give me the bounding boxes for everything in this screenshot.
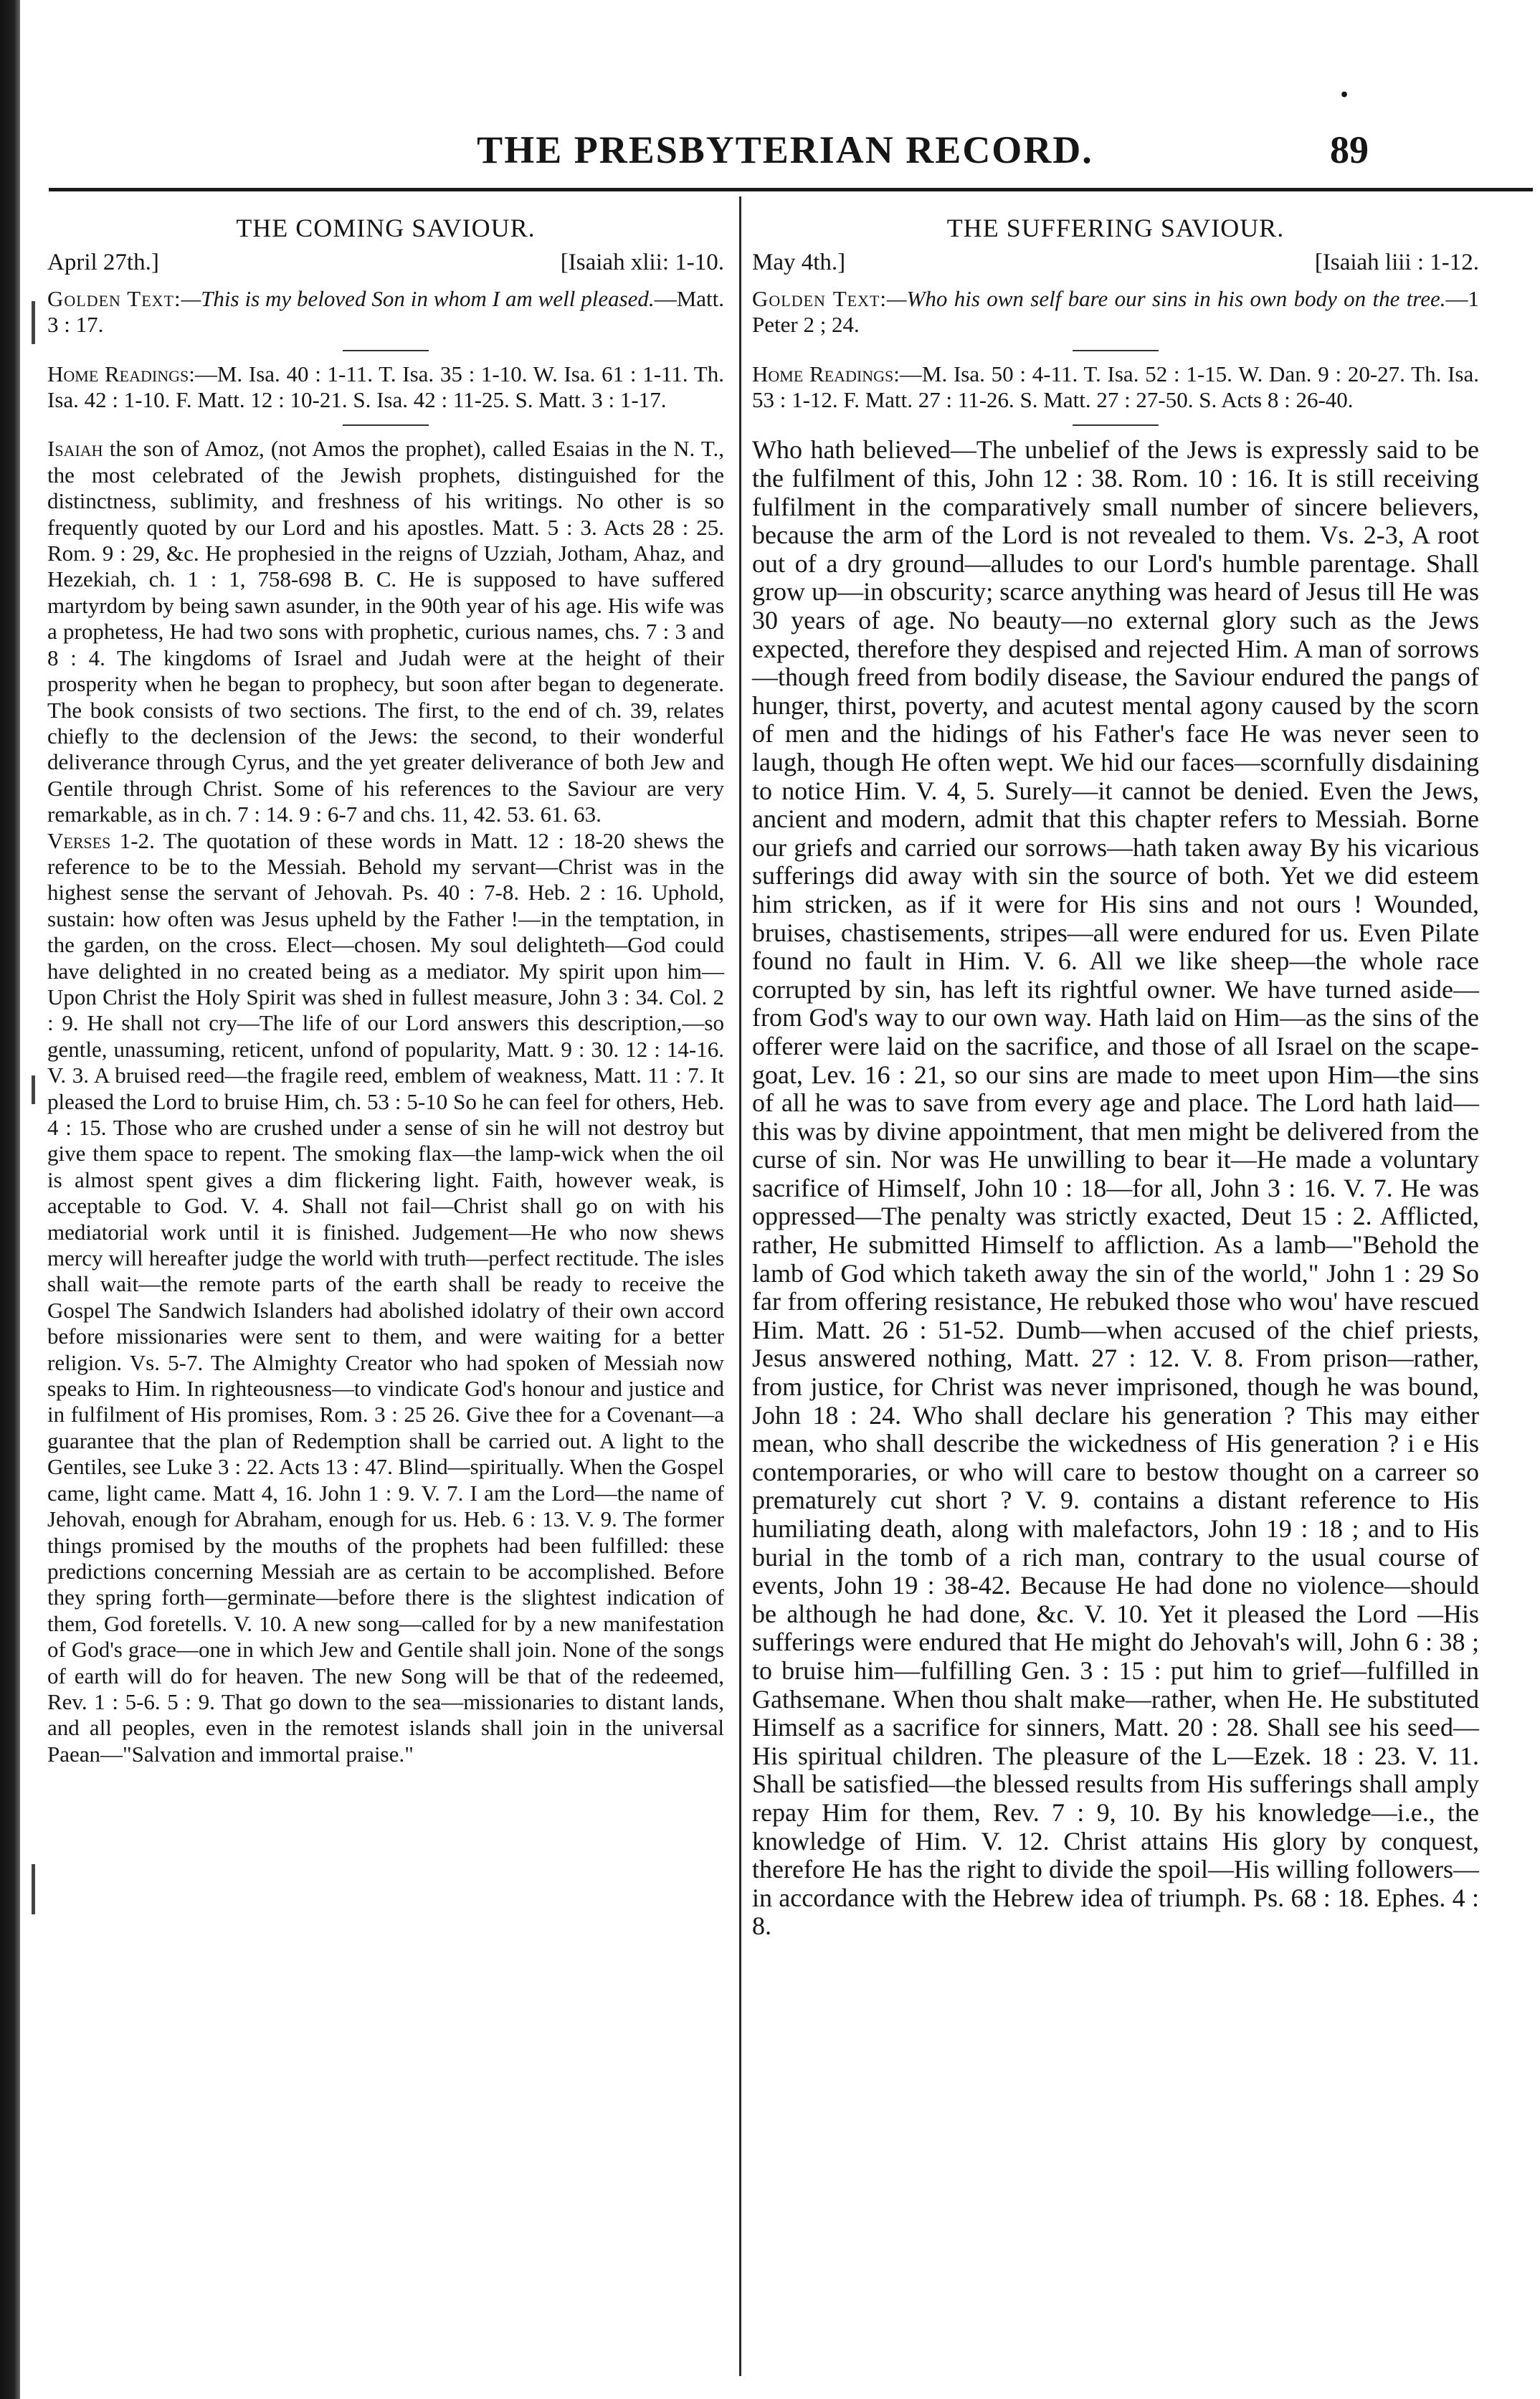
golden-text-ref: —Matt. 3 : 17. (47, 285, 724, 338)
lesson-title: THE COMING SAVIOUR. (236, 214, 536, 242)
golden-text (47, 286, 724, 338)
home-readings (752, 361, 1479, 414)
lesson-date: April 27th.] (47, 250, 159, 276)
home-readings-text: —M. Isa. 50 : 4-11. T. Isa. 52 : 1-15. W. Dan. 9 : 20-27. Th. Isa. 53 : 1-12. F. Matt. 27 : 11-26. S. Matt. 27 : 27-50. S. Acts 8 : 26-40. (752, 361, 1479, 413)
lesson-reference: [Isaiah xlii: 1-10. (560, 250, 724, 276)
scan-speck (32, 301, 35, 344)
scan-edge-shadow (0, 0, 20, 2399)
running-head: THE PRESBYTERIAN RECORD. (477, 128, 1093, 171)
golden-text-label: Golden Text: (47, 285, 181, 311)
commentary-paragraph (47, 828, 724, 1768)
commentary-paragraph (47, 436, 724, 827)
right-column (752, 215, 1479, 1941)
lesson-date-row (47, 250, 724, 275)
golden-text-quote: —Who his own self bare our sins in his own body on the tree. (887, 285, 1446, 311)
scan-speck (32, 1864, 35, 1914)
paragraph-text: 1-2. The quotation of these words in Matt. 12 : 18-20 shews the reference to be to the Messiah. Behold my servant—Christ was in the highest sense the servant of Jehovah. Ps. 40 : 7-8. Heb. 2 : 16. Uphold, sustain: how often was Jesus upheld by the Father !—in the temptation, in the garden, on the cross. Elect—chosen. My soul delighteth—God could have delighted in no created being as a mediator. My spirit upon him—Upon Christ the Holy Spirit was shed in fullest measure, John 3 : 34. Col. 2 : 9. He shall not cry—The life of our Lord answers this description,—so gentle, unassuming, reticent, unfond of popularity, Matt. 9 : 30. 12 : 14-16. V. 3. A bruised reed—the fragile reed, emblem of weakness, Matt. 11 : 7. It pleased the Lord to bruise Him, ch. 53 : 5-10 So he can feel for others, Heb. 4 : 15. Those who are crushed under a sense of sin he will not destroy but give them space to repent. The smoking flax—the lamp-wick when the oil is almost spent gives a dim flickering light. Faith, however weak, is acceptable to God. V. 4. Shall not fail—Christ shall go on with his mediatorial work until it is finished. Judgement—He who now shews mercy will hereafter judge the world with truth—perfect rectitude. The isles shall wait—the remote parts of the earth shall be ready to receive the Gospel The Sandwich Islanders had abolished idolatry of their own accord before missionaries were sent to them, and were waiting for a better religion. Vs. 5-7. The Almighty Creator who had spoken of Messiah now speaks to Him. In righteousness—to vindicate God's honour and justice and in fulfilment of His promises, Rom. 3 : 25 26. Give thee for a Covenant—a guarantee that the plan of Redemption shall be carried out. A light to the Gentiles, see Luke 3 : 22. Acts 13 : 47. Blind—spiritually. When the Gospel came, light came. Matt 4, 16. John 1 : 9. V. 7. I am the Lord—the name of Jehovah, enough for Abraham, enough for us. Heb. 6 : 13. V. 9. The former things promised by the mouths of the prophets had been fulfilled: these predictions concerning Messiah are as certain to be accomplished. Before they spring forth—germinate—before there is the slightest indication of them, God foretells. V. 10. A new song—called for by a new manifestation of God's grace—one in which Jew and Gentile shall join. None of the songs of earth will do for heaven. The new Song will be that of the redeemed, Rev. 1 : 5-6. 5 : 9. That go down to the sea—missionaries to distant lands, and all peoples, even in the remotest islands shall join in the universal Paean—"Salvation and immortal praise." (47, 827, 724, 1767)
golden-text-quote: —This is my beloved Son in whom I am well pleased. (181, 285, 655, 311)
paragraph-text: the son of Amoz, (not Amos the prophet), called Esaias in the N. T., the most celebrated of the Jewish prophets, distinguished for the distinctness, sublimity, and freshness of his writings. No other is so frequently quoted by our Lord and his apostles. Matt. 5 : 3. Acts 28 : 25. Rom. 9 : 29, &c. He prophesied in the reigns of Uzziah, Jotham, Ahaz, and Hezekiah, ch. 1 : 1, 758-698 B. C. He is supposed to have suffered martyrdom by being sawn asunder, in the 90th year of his age. His wife was a prophetess, He had two sons with prophetic, curious names, chs. 7 : 3 and 8 : 4. The kingdoms of Israel and Judah were at the height of their prosperity when he began to prophecy, but soon after began to degenerate. The book consists of two sections. The first, to the end of ch. 39, relates chiefly to the declension of the Jews: the second, to their wonderful deliverance through Cyrus, and the yet greater deliverance of both Jew and Gentile through Christ. Some of his references to the Saviour are very remarkable, as in ch. 7 : 14. 9 : 6-7 and chs. 11, 42. 53. 61. 63. (47, 436, 724, 827)
header-rule (49, 188, 1533, 191)
golden-text-label: Golden Text: (752, 285, 888, 311)
corner-mark: • (1339, 86, 1350, 105)
home-readings (47, 361, 724, 414)
section-divider (343, 350, 429, 351)
section-divider (1073, 424, 1159, 426)
home-readings-text: —M. Isa. 40 : 1-11. T. Isa. 35 : 1-10. W. Isa. 61 : 1-11. Th. Isa. 42 : 1-10. F. Matt. 12 : 10-21. S. Isa. 42 : 11-25. S. Matt. 3 : 1-17. (47, 361, 724, 413)
scan-speck (32, 1075, 35, 1104)
column-rule (739, 196, 741, 2376)
home-readings-label: Home Readings: (752, 361, 900, 386)
golden-text (752, 286, 1479, 338)
lesson-date: May 4th.] (752, 250, 846, 276)
left-column (47, 215, 724, 1767)
section-divider (343, 424, 429, 426)
paragraph-lead: Isaiah (47, 436, 103, 462)
golden-text-ref: —1 Peter 2 ; 24. (752, 285, 1479, 338)
lesson-title: THE SUFFERING SAVIOUR. (946, 214, 1285, 242)
section-divider (1073, 350, 1159, 351)
lesson-reference: [Isaiah liii : 1-12. (1314, 250, 1479, 276)
page-number: 89 (1330, 128, 1369, 171)
commentary-paragraph: Who hath believed—The unbelief of the Jews is expressly said to be the fulfilment of this, John 12 : 38. Rom. 10 : 16. It is still receiving fulfilment in the comparatively small number of sincere believers, because the arm of the Lord is not revealed to them. Vs. 2-3, A root out of a dry ground—alludes to our Lord's humble parentage. Shall grow up—in obscurity; scarce anything was heard of Jesus till He was 30 years of age. No beauty—no external glory such as the Jews expected, therefore they despised and rejected Him. A man of sorrows—though freed from bodily disease, the Saviour endured the pangs of hunger, thirst, poverty, and acutest mental agony caused by the scorn of men and the hidings of his Father's face He was never seen to laugh, though He often wept. We hid our faces—scornfully disdaining to notice Him. V. 4, 5. Surely—it cannot be denied. Even the Jews, ancient and modern, admit that this chapter refers to Messiah. Borne our griefs and carried our sorrows—hath taken away By his vicarious sufferings did away with sin the source of both. Yet we did esteem him stricken, as if it were for His sins and not ours ! Wounded, bruises, chastisements, stripes—all were endured for us. Even Pilate found no fault in Him. V. 6. All we like sheep—the whole race corrupted by sin, has left its rightful owner. We have turned aside—from God's way to our own way. Hath laid on Him—as the sins of the offerer were laid on the sacrifice, and those of all Israel on the scape-goat, Lev. 16 : 21, so our sins are made to meet upon Him—the sins of all he was to save from every age and place. The Lord hath laid—this was by divine appointment, that men might be delivered from the curse of sin. Nor was He unwilling to bear it—He made a voluntary sacrifice of Himself, John 10 : 18—for all, John 3 : 16. V. 7. He was oppressed—The penalty was strictly exacted, Deut 15 : 2. Afflicted, rather, He submitted Himself to affliction. As a lamb—"Behold the lamb of God which taketh away the sin of the world," John 1 : 29 So far from offering resistance, He rebuked those who wou' have rescued Him. Matt. 26 : 51-52. Dumb—when accused of the chief priests, Jesus answered nothing, Matt. 27 : 12. V. 8. From prison—rather, from justice, for Christ was never imprisoned, though he was bound, John 18 : 24. Who shall declare his generation ? This may either mean, who shall describe the wickedness of His generation ? i e His contemporaries, or who will care to bestow thought on a carreer so prematurely cut short ? V. 9. contains a distant reference to His humiliating death, along with malefactors, John 19 : 18 ; and to His burial in the tomb of a rich man, contrary to the usual course of events, John 19 : 38-42. Because He had done no violence—should be although he had done, &c. V. 10. Yet it pleased the Lord —His sufferings were endured that He might do Jehovah's will, John 6 : 38 ; to bruise him—fulfilling Gen. 3 : 15 : put him to grief—fulfilled in Gathsemane. When thou shalt make—rather, when He. He substituted Himself as a sacrifice for sinners, Matt. 20 : 28. Shall see his seed—His spiritual children. The pleasure of the L—Ezek. 18 : 23. V. 11. Shall be satisfied—the blessed results from His sufferings shall amply repay Him for them, Rev. 7 : 9, 10. By his knowledge—i.e., the knowledge of Him. V. 12. Christ attains His glory by conquest, therefore He has the right to divide the spoil—His willing followers—in accordance with the Hebrew idea of triumph. Ps. 68 : 18. Ephes. 4 : 8. (752, 435, 1479, 1941)
home-readings-label: Home Readings: (47, 361, 195, 386)
paragraph-lead: Verses (47, 827, 111, 853)
lesson-date-row (752, 250, 1479, 275)
